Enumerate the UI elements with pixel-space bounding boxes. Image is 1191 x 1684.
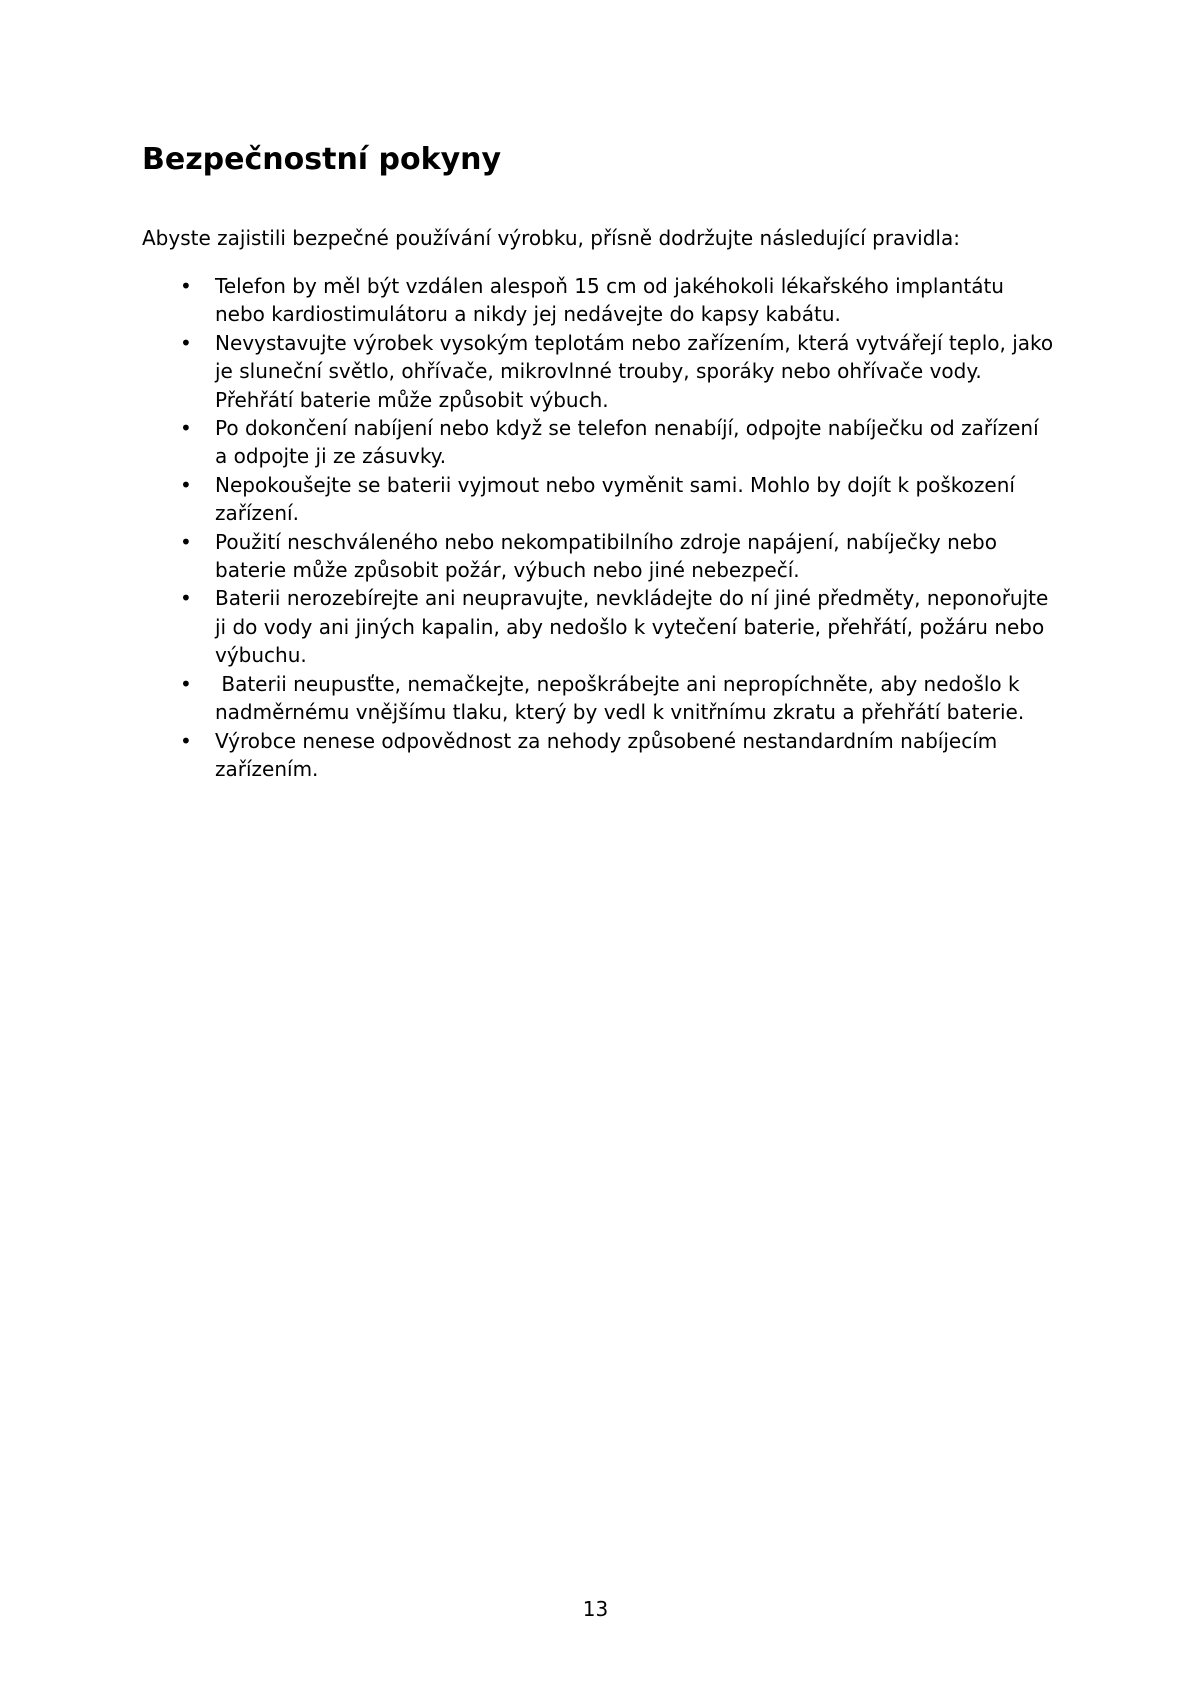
page-number: 13 — [582, 1597, 609, 1621]
list-item — [142, 528, 1072, 585]
list-item-line: Telefon by měl být vzdálen alespoň 15 cm od jakéhokoli lékařského implantátu — [215, 274, 1004, 298]
bullet-icon: • — [180, 728, 192, 753]
list-item-line: Po dokončení nabíjení nebo když se telefon nenabíjí, odpojte nabíječku od zařízení — [215, 416, 1039, 441]
list-item-line: zařízením. — [215, 756, 319, 781]
bullet-icon: • — [180, 416, 192, 441]
page-title: Bezpečnostní pokyny — [142, 142, 502, 177]
bullet-icon: • — [180, 472, 192, 497]
list-item — [142, 329, 1072, 414]
list-item — [142, 727, 1072, 784]
list-item — [142, 670, 1072, 727]
list-item-line: Nepokoušejte se baterii vyjmout nebo vyměnit sami. Mohlo by dojít k poškození — [215, 472, 1015, 497]
list-item-line: Přehřátí baterie může způsobit výbuch. — [215, 387, 609, 412]
list-item-line: Výrobce nenese odpovědnost za nehody způsobené nestandardním nabíjecím — [215, 728, 998, 753]
list-item — [142, 414, 1072, 471]
list-item-line: Použití neschváleného nebo nekompatibilního zdroje napájení, nabíječky nebo — [215, 529, 997, 554]
list-item-line: a odpojte ji ze zásuvky. — [215, 444, 447, 469]
bullet-icon: • — [180, 586, 192, 611]
list-item-line: Baterii neupusťte, nemačkejte, nepoškrábejte ani nepropíchněte, aby nedošlo k — [215, 671, 1020, 696]
list-item — [142, 272, 1072, 329]
list-item-line: ji do vody ani jiných kapalin, aby nedošlo k vytečení baterie, přehřátí, požáru nebo — [215, 614, 1045, 639]
list-item-line: baterie může způsobit požár, výbuch nebo jiné nebezpečí. — [215, 558, 800, 583]
safety-rules-list — [142, 272, 1072, 783]
bullet-icon: • — [180, 274, 192, 298]
list-item-line: nebo kardiostimulátoru a nikdy jej nedávejte do kapsy kabátu. — [215, 302, 841, 327]
list-item-line: Nevystavujte výrobek vysokým teplotám nebo zařízením, která vytvářejí teplo, jako — [215, 330, 1054, 355]
list-item-line: je sluneční světlo, ohřívače, mikrovlnné trouby, sporáky nebo ohřívače vody. — [215, 359, 982, 384]
list-item-line: Baterii nerozebírejte ani neupravujte, nevkládejte do ní jiné předměty, neponořujte — [215, 586, 1049, 611]
list-item-line: nadměrnému vnějšímu tlaku, který by vedl k vnitřnímu zkratu a přehřátí baterie. — [215, 700, 1025, 725]
bullet-icon: • — [180, 671, 192, 696]
bullet-icon: • — [180, 330, 192, 355]
list-item-line: zařízení. — [215, 501, 299, 526]
list-item — [142, 584, 1072, 669]
list-item-line: výbuchu. — [215, 643, 307, 668]
intro-paragraph: Abyste zajistili bezpečné používání výrobku, přísně dodržujte následující pravidla: — [142, 226, 960, 250]
bullet-icon: • — [180, 529, 192, 554]
list-item — [142, 471, 1072, 528]
